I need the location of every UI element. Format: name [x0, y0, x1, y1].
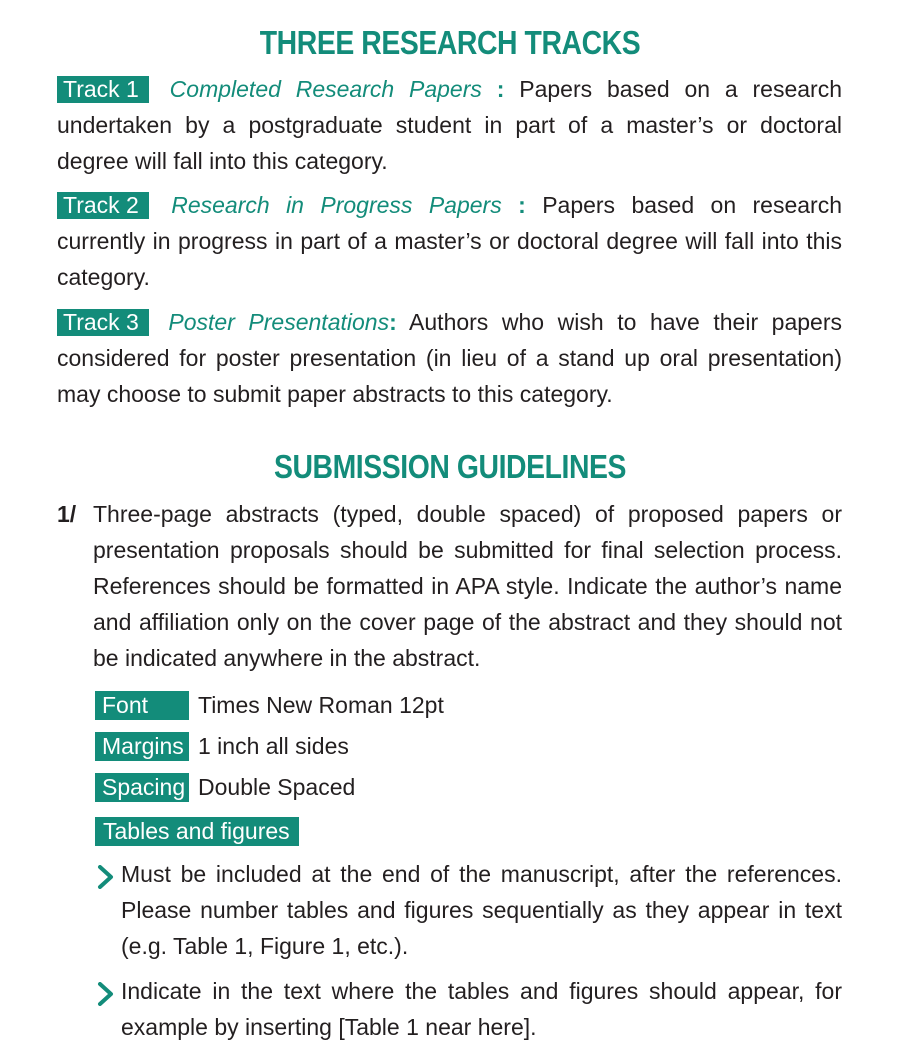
- track-1-badge: Track 1: [57, 76, 149, 103]
- track-2-paragraph: [57, 187, 842, 295]
- spec-row-font: [95, 691, 444, 720]
- track-3-colon: :: [389, 309, 397, 335]
- track-3-paragraph: [57, 304, 842, 412]
- track-3-description: Authors who wish to have their papers considered for poster presentation (in lieu of a stand up oral presentation) may choose to submit paper abstracts to this category.: [57, 309, 843, 407]
- spec-label-margins: Margins: [95, 732, 189, 761]
- tables-figures-label: Tables and figures: [95, 817, 299, 846]
- list-item: [95, 973, 842, 1045]
- track-1-description: Papers based on a research undertaken by a postgraduate student in part of a master’s or doctoral degree will fall into this category.: [57, 76, 843, 174]
- track-1-paragraph: [57, 71, 842, 179]
- guideline-1-text: Three-page abstracts (typed, double spaced) of proposed papers or presentation proposals should be submitted for final selection process. References should be formatted in APA style. Indicate the author’s name and affiliation only on the cover page of the abstract and they should not be indicated anywhere in the abstract.: [93, 501, 842, 671]
- track-3-title: Poster Presentations: [168, 309, 390, 335]
- section-heading-submission-guidelines: SUBMISSION GUIDELINES: [273, 448, 627, 485]
- list-item: [95, 856, 842, 964]
- bullet-text-2: Indicate in the text where the tables and figures should appear, for example by inserting [Table 1 near here].: [121, 978, 842, 1040]
- spec-value-font: Times New Roman 12pt: [198, 692, 444, 718]
- bullet-text-1: Must be included at the end of the manuscript, after the references. Please number tables and figures sequentially as they appear in text (e.g. Table 1, Figure 1, etc.).: [121, 861, 842, 959]
- track-2-colon: :: [518, 192, 526, 218]
- chevron-right-icon: [95, 982, 117, 1006]
- track-1-title: Completed Research Papers: [169, 76, 482, 102]
- spec-row-spacing: [95, 773, 355, 802]
- track-2-description: Papers based on research currently in progress in part of a master’s or doctoral degree will fall into this category.: [57, 192, 843, 290]
- track-2-badge: Track 2: [57, 192, 149, 219]
- track-1-colon: :: [496, 76, 505, 102]
- spec-value-spacing: Double Spaced: [198, 774, 356, 800]
- spec-label-spacing: Spacing: [95, 773, 189, 802]
- track-3-badge: Track 3: [57, 309, 149, 336]
- spec-label-font: Font: [95, 691, 189, 720]
- spec-row-margins: [95, 732, 349, 761]
- guideline-1-number: 1/: [57, 501, 77, 527]
- spec-value-margins: 1 inch all sides: [198, 733, 349, 759]
- chevron-right-icon: [95, 865, 117, 889]
- section-heading-research-tracks: THREE RESEARCH TRACKS: [259, 24, 641, 61]
- track-2-title: Research in Progress Papers: [171, 192, 502, 218]
